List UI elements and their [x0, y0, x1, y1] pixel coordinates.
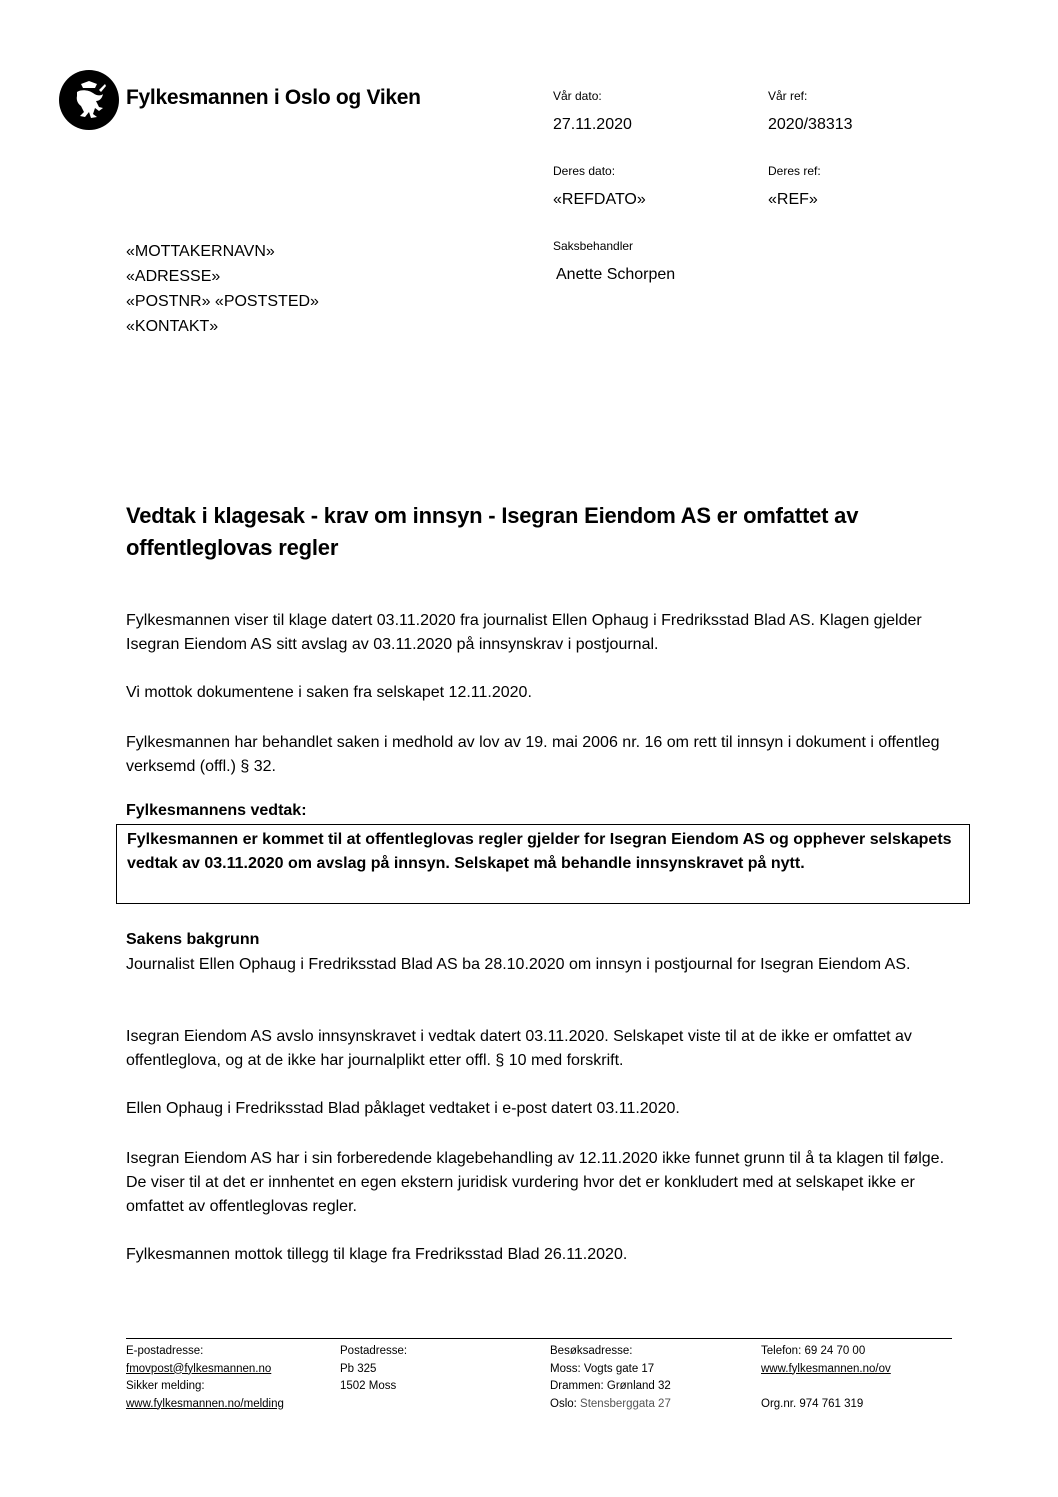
- visit-oslo-address: Stensberggata 27: [580, 1397, 671, 1410]
- recipient-name: «MOTTAKERNAVN»: [126, 243, 275, 260]
- recipient-contact: «KONTAKT»: [126, 318, 219, 335]
- org-number: Org.nr. 974 761 319: [761, 1397, 864, 1410]
- recipient-address-line: «ADRESSE»: [126, 268, 221, 285]
- paragraph-klage: Fylkesmannen viser til klage datert 03.11.2020 fra journalist Ellen Ophaug i Fredriksstad Blad AS. Klagen gjelder Isegran Eiendom AS sitt avslag av 03.11.2020 på innsynskrav i postjournal.: [126, 612, 922, 653]
- postal-label: Postadresse:: [340, 1345, 408, 1357]
- saksbehandler-value: Anette Schorpen: [556, 266, 676, 283]
- recipient-address: [126, 239, 319, 339]
- visit-moss: Moss: Vogts gate 17: [550, 1362, 655, 1375]
- var-ref-label: Vår ref:: [768, 89, 808, 103]
- paragraph-avslo: Isegran Eiendom AS avslo innsynskravet i vedtak datert 03.11.2020. Selskapet viste til at de ikke er omfattet av offentleglova, og at de ikke har journalplikt etter offl. § 10 med forskrift.: [126, 1028, 912, 1069]
- var-ref-value: 2020/38313: [768, 116, 853, 133]
- organization-name: Fylkesmannen i Oslo og Viken: [126, 86, 421, 109]
- var-dato-label: Vår dato:: [553, 89, 602, 103]
- deres-ref-label: Deres ref:: [768, 164, 821, 178]
- coat-of-arms-logo: [59, 70, 119, 130]
- secure-message-label: Sikker melding:: [126, 1380, 205, 1392]
- paragraph-tillegg: Fylkesmannen mottok tillegg til klage fra Fredriksstad Blad 26.11.2020.: [126, 1246, 628, 1263]
- deres-dato-value: «REFDATO»: [553, 191, 646, 208]
- deres-dato-label: Deres dato:: [553, 164, 616, 178]
- secure-message-link[interactable]: www.fylkesmannen.no/melding: [126, 1397, 284, 1410]
- postal-city: 1502 Moss: [340, 1380, 397, 1392]
- visit-oslo: [550, 1396, 671, 1414]
- paragraph-mottok: Vi mottok dokumentene i saken fra selskapet 12.11.2020.: [126, 684, 532, 701]
- visit-label: Besøksadresse:: [550, 1345, 633, 1357]
- recipient-postal: «POSTNR» «POSTSTED»: [126, 293, 319, 310]
- visit-drammen: Drammen: Grønland 32: [550, 1380, 671, 1392]
- var-dato-value: 27.11.2020: [553, 116, 632, 133]
- decision-box: [116, 824, 970, 904]
- saksbehandler-label: Saksbehandler: [553, 239, 634, 253]
- email-label: E-postadresse:: [126, 1345, 204, 1357]
- paragraph-journalist: Journalist Ellen Ophaug i Fredriksstad Blad AS ba 28.10.2020 om innsyn i postjournal for Isegran Eiendom AS.: [126, 956, 911, 973]
- footer-postal: [340, 1343, 407, 1396]
- website-link[interactable]: www.fylkesmannen.no/ov: [761, 1362, 891, 1375]
- phone-number: Telefon: 69 24 70 00: [761, 1345, 866, 1357]
- email-link[interactable]: fmovpost@fylkesmannen.no: [126, 1362, 272, 1375]
- footer-divider: [126, 1338, 952, 1339]
- paragraph-paklaget: Ellen Ophaug i Fredriksstad Blad påklaget vedtaket i e-post datert 03.11.2020.: [126, 1100, 680, 1117]
- paragraph-lov: Fylkesmannen har behandlet saken i medhold av lov av 19. mai 2006 nr. 16 om rett til innsyn i dokument i offentleg verksemd (offl.) § 32.: [126, 734, 940, 775]
- vedtak-heading: Fylkesmannens vedtak:: [126, 802, 307, 819]
- paragraph-klagebehandling: Isegran Eiendom AS har i sin forberedende klagebehandling av 12.11.2020 ikke funnet grunn til å ta klagen til følge. De viser til at det er innhentet en egen ekstern juridisk vurdering hvor det er konkludert med at selskapet ikke er omfattet av offentleglovas regler.: [126, 1150, 945, 1215]
- deres-ref-value: «REF»: [768, 191, 818, 208]
- visit-oslo-prefix: Oslo:: [550, 1397, 577, 1410]
- footer-visit: [550, 1343, 671, 1413]
- decision-text: Fylkesmannen er kommet til at offentleglovas regler gjelder for Isegran Eiendom AS og opphever selskapets vedtak av 03.11.2020 om avslag på innsyn. Selskapet må behandle innsynskravet på nytt.: [127, 831, 952, 872]
- bakgrunn-heading: Sakens bakgrunn: [126, 931, 260, 948]
- footer-contact: [126, 1343, 284, 1413]
- document-title: Vedtak i klagesak - krav om innsyn - Isegran Eiendom AS er omfattet av offentleglovas regler: [126, 503, 859, 560]
- footer-phone: [761, 1343, 891, 1413]
- postal-box: Pb 325: [340, 1362, 377, 1375]
